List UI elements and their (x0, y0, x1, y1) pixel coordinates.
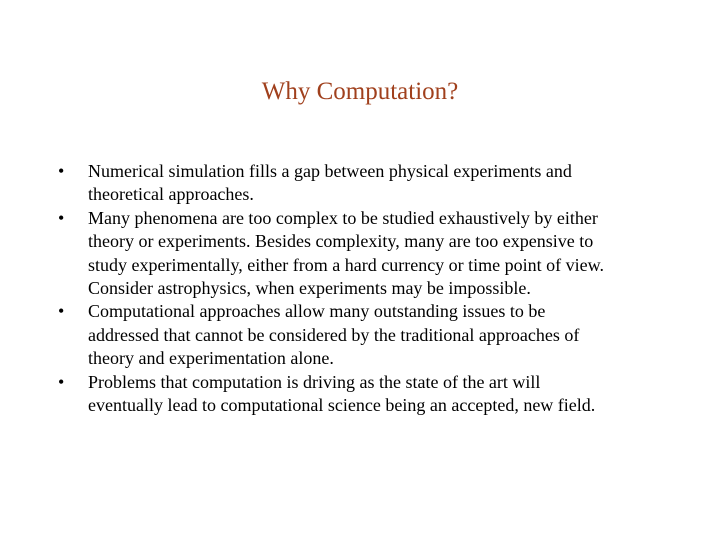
bullet-icon: • (58, 207, 65, 228)
bullet-item-1 (58, 160, 668, 207)
bullet-icon: • (58, 161, 65, 181)
bullet-icon: • (58, 371, 65, 392)
bullet-line: Computational approaches allow many outstanding issues to be (88, 301, 546, 322)
bullet-line: Problems that computation is driving as the state of the art will (88, 371, 541, 392)
bullet-line: theory and experimentation alone. (88, 348, 334, 369)
bullet-line: Numerical simulation fills a gap between physical experiments and (88, 161, 572, 181)
bullet-line: study experimentally, either from a hard currency or time point of view. (88, 254, 604, 275)
bullet-line: Consider astrophysics, when experiments may be impossible. (88, 278, 531, 299)
bullet-line: theory or experiments. Besides complexity, many are too expensive to (88, 231, 594, 252)
slide-title: Why Computation? (261, 78, 459, 105)
bullet-item-4 (58, 371, 668, 418)
bullet-icon: • (58, 301, 65, 322)
bullet-item-3 (58, 300, 668, 370)
bullet-line: addressed that cannot be considered by the traditional approaches of (88, 324, 580, 345)
bullet-line: theoretical approaches. (88, 184, 254, 205)
bullet-item-2 (58, 207, 668, 301)
bullet-list (58, 160, 668, 417)
bullet-line: eventually lead to computational science being an accepted, new field. (88, 395, 596, 416)
bullet-line: Many phenomena are too complex to be studied exhaustively by either (88, 207, 598, 228)
